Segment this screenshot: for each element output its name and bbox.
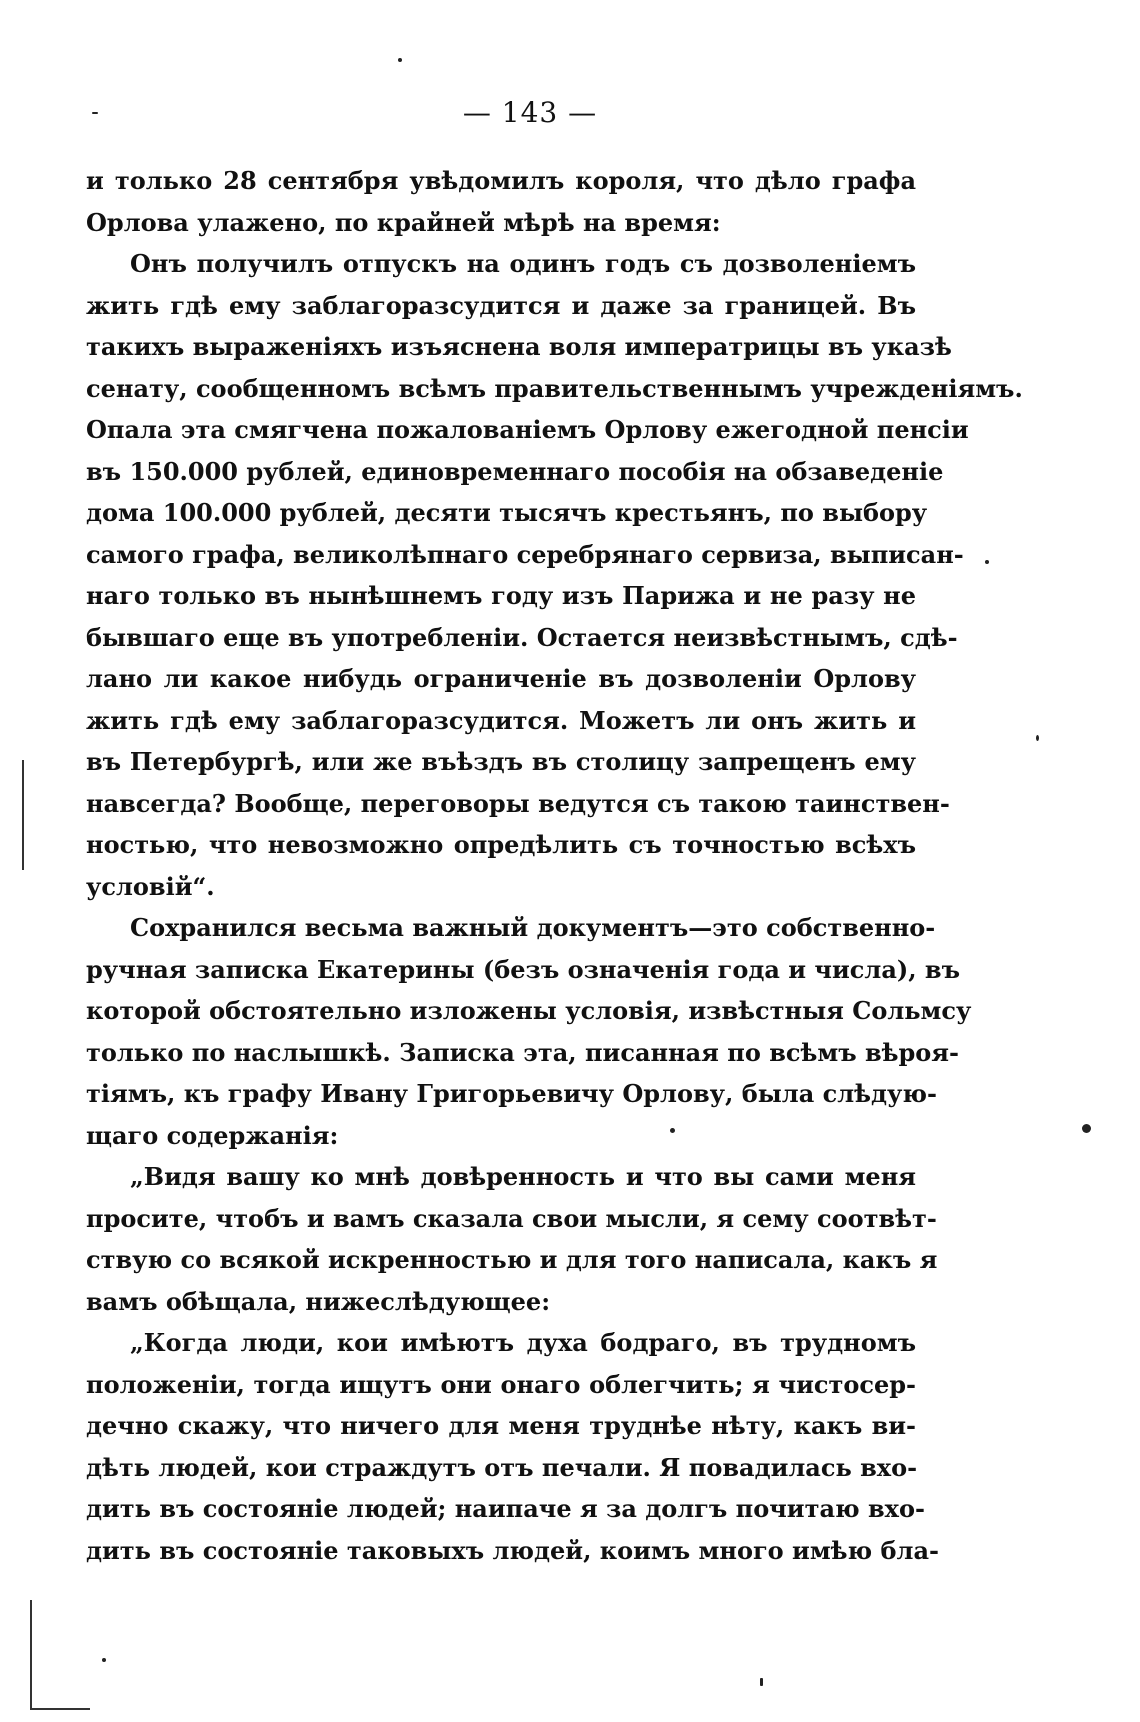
text-line: лано ли какое нибудь ограниченіе въ дозволеніи Орлову <box>86 664 916 693</box>
text-line: тіямъ, къ графу Ивану Григорьевичу Орлову, была слѣдую- <box>86 1079 937 1108</box>
text-line: „Видя вашу ко мнѣ довѣренность и что вы сами меня <box>130 1162 916 1191</box>
text-line: дѣть людей, кои страждутъ отъ печали. Я повадилась вхо- <box>86 1452 918 1482</box>
paragraph-4 <box>86 1156 938 1322</box>
scan-edge-mark <box>30 1708 90 1710</box>
text-line: „Когда люди, кои имѣютъ духа бодраго, въ трудномъ <box>130 1328 916 1357</box>
text-line: просите, чтобъ и вамъ сказала свои мысли, я сему соотвѣт- <box>86 1203 937 1233</box>
text-line: самого графа, великолѣпнаго серебрянаго сервиза, выписан- <box>86 539 964 569</box>
scan-speck <box>760 1678 763 1686</box>
text-line: которой обстоятельно изложены условія, извѣстныя Сольмсу <box>86 996 972 1025</box>
text-line: дома 100.000 рублей, десяти тысячъ крестьянъ, по выбору <box>86 498 928 527</box>
paragraph-2 <box>86 243 1023 907</box>
text-line: навсегда? Вообще, переговоры ведутся съ такою таинствен- <box>86 788 950 818</box>
text-line: условій“. <box>86 871 215 901</box>
paragraph-5 <box>86 1322 939 1571</box>
text-line: ручная записка Екатерины (безъ означенія года и числа), въ <box>86 954 961 984</box>
text-line: наго только въ нынѣшнемъ году изъ Парижа и не разу не <box>86 581 916 610</box>
body-text <box>86 160 1023 1571</box>
text-line: жить гдѣ ему заблагоразсудится и даже за границей. Въ <box>86 290 916 320</box>
text-line: вамъ обѣщала, нижеслѣдующее: <box>86 1286 551 1316</box>
scan-speck <box>92 112 98 114</box>
scan-speck <box>1036 735 1039 741</box>
text-line: въ 150.000 рублей, единовременнаго пособія на обзаведеніе <box>86 456 944 486</box>
text-line: бывшаго еще въ употребленіи. Остается неизвѣстнымъ, сдѣ- <box>86 622 958 652</box>
text-line: такихъ выраженіяхъ изъяснена воля императрицы въ указѣ <box>86 332 952 361</box>
text-line: дить въ состояніе таковыхъ людей, коимъ много имѣю бла- <box>86 1535 939 1565</box>
text-line: Онъ получилъ отпускъ на одинъ годъ съ дозволеніемъ <box>130 249 916 278</box>
text-line: ствую со всякой искренностью и для того написала, какъ я <box>86 1245 938 1274</box>
text-line: щаго содержанія: <box>86 1120 339 1150</box>
scan-edge-mark <box>22 760 24 870</box>
scan-speck <box>670 1128 675 1133</box>
text-line: Сохранился весьма важный документъ—это собственно- <box>130 913 936 942</box>
scan-speck <box>1082 1124 1091 1133</box>
scan-speck <box>398 58 402 62</box>
paragraph-1 <box>86 160 916 243</box>
text-line: Опала эта смягчена пожалованіемъ Орлову ежегодной пенсіи <box>86 415 969 444</box>
scan-edge-mark <box>30 1600 32 1710</box>
text-line: ностью, что невозможно опредѣлить съ точностью всѣхъ <box>86 830 916 859</box>
text-line: дечно скажу, что ничего для меня труднѣе нѣту, какъ ви- <box>86 1411 916 1440</box>
text-line: только по наслышкѣ. Записка эта, писанная по всѣмъ вѣроя- <box>86 1037 959 1067</box>
text-line: жить гдѣ ему заблагоразсудится. Можетъ ли онъ жить и <box>86 705 916 735</box>
text-line: положеніи, тогда ищутъ они онаго облегчить; я чистосер- <box>86 1369 916 1399</box>
text-line: и только 28 сентября увѣдомилъ короля, что дѣло графа <box>86 166 916 195</box>
text-line: сенату, сообщенномъ всѣмъ правительственнымъ учрежденіямъ. <box>86 373 1023 403</box>
scan-speck <box>985 560 989 564</box>
text-line: въ Петербургѣ, или же въѣздъ въ столицу запрещенъ ему <box>86 747 916 776</box>
text-line: Орлова улажено, по крайней мѣрѣ на время: <box>86 207 721 237</box>
page-number: — 143 — <box>462 96 598 129</box>
text-line: дить въ состояніе людей; наипаче я за долгъ почитаю вхо- <box>86 1494 925 1523</box>
paragraph-3 <box>86 907 972 1156</box>
scan-speck <box>102 1658 106 1662</box>
